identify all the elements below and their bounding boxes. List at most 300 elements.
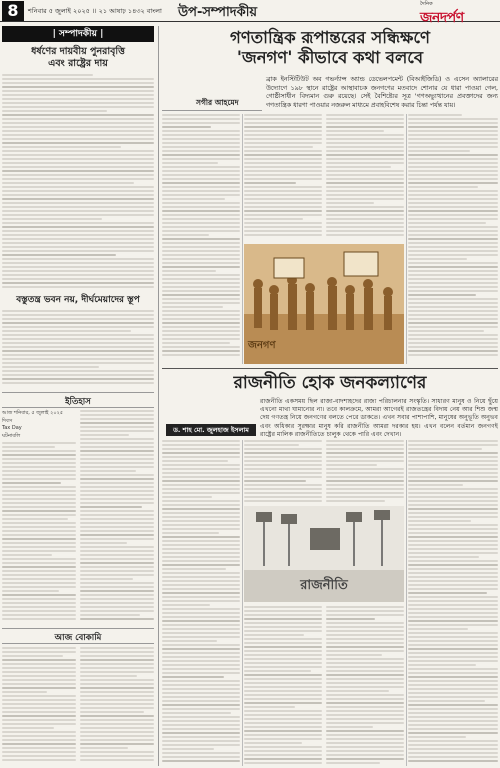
text-line: [2, 134, 154, 136]
text-line: [162, 254, 240, 256]
text-line: [162, 484, 240, 486]
section-title: উপ-সম্পাদকীয়: [178, 5, 258, 20]
text-line: [2, 166, 154, 168]
text-line: [408, 448, 482, 450]
text-line: [162, 310, 240, 312]
text-line: [162, 138, 240, 140]
text-line: [244, 464, 322, 466]
text-line: [80, 578, 133, 580]
text-line: [244, 706, 295, 708]
text-line: [408, 604, 498, 606]
text-line: [162, 548, 240, 550]
text-line: [2, 230, 154, 232]
text-line: [408, 262, 498, 264]
text-line: [408, 548, 498, 550]
text-line: [162, 668, 240, 670]
text-line: [162, 242, 240, 244]
text-line: [2, 602, 76, 604]
text-line: [244, 726, 322, 728]
text-line: [244, 194, 322, 196]
text-line: [326, 194, 404, 196]
text-line: [326, 626, 404, 628]
text-line: [2, 318, 154, 320]
text-line: [2, 118, 154, 120]
history-events: [2, 442, 76, 624]
text-line: [408, 178, 498, 180]
text-line: [80, 675, 137, 677]
text-line: [326, 646, 404, 648]
text-line: [408, 552, 498, 554]
text-line: [408, 142, 498, 144]
text-line: [162, 206, 240, 208]
text-line: [162, 716, 240, 718]
text-line: [244, 492, 322, 494]
text-line: [2, 614, 76, 616]
text-line: [162, 286, 240, 288]
text-line: [408, 452, 498, 454]
text-line: [244, 222, 322, 224]
text-line: [244, 762, 322, 764]
text-line: [80, 450, 154, 452]
text-line: [80, 598, 154, 600]
text-line: [162, 524, 240, 526]
text-line: [408, 210, 498, 212]
text-line: [244, 126, 322, 128]
text-line: [244, 178, 322, 180]
text-line: [2, 102, 154, 104]
text-line: [244, 614, 322, 616]
text-line: [162, 114, 240, 116]
text-line: [408, 298, 498, 300]
text-line: [244, 226, 322, 228]
text-line: [162, 238, 240, 240]
text-line: [408, 146, 498, 148]
text-line: [162, 516, 240, 518]
text-line: [2, 534, 76, 536]
text-line: [2, 502, 76, 504]
second-body-col2b: [244, 606, 322, 766]
text-line: [408, 278, 498, 280]
text-line: [162, 700, 240, 702]
text-line: [326, 694, 404, 696]
text-line: [408, 672, 498, 674]
text-line: [2, 731, 76, 733]
text-line: [408, 250, 498, 252]
text-line: [244, 742, 302, 744]
text-line: [80, 606, 154, 608]
text-line: [2, 74, 93, 76]
text-line: [2, 366, 99, 368]
text-line: [326, 738, 404, 740]
text-line: [162, 142, 240, 144]
text-line: [408, 544, 498, 546]
history-events-2: [80, 410, 154, 624]
text-line: [244, 500, 322, 502]
text-line: [2, 478, 76, 480]
text-line: [408, 310, 498, 312]
text-line: [162, 134, 240, 136]
text-line: [244, 154, 322, 156]
text-line: [2, 334, 154, 336]
text-line: [2, 582, 76, 584]
text-line: [80, 566, 154, 568]
text-line: [244, 440, 322, 442]
text-line: [2, 723, 76, 725]
text-line: [408, 628, 468, 630]
column-rule: [158, 26, 159, 766]
text-line: [326, 742, 404, 744]
text-line: [2, 110, 107, 112]
text-line: [162, 596, 240, 598]
text-line: [2, 578, 76, 580]
text-line: [162, 496, 212, 498]
text-line: [80, 454, 154, 456]
text-line: [2, 186, 154, 188]
text-line: [326, 206, 404, 208]
text-line: [2, 254, 116, 256]
text-line: [2, 510, 76, 512]
text-line: [162, 190, 240, 192]
text-line: [408, 440, 498, 442]
text-line: [244, 754, 322, 756]
text-line: [162, 632, 240, 634]
text-line: [2, 462, 76, 464]
text-line: [162, 178, 240, 180]
text-line: [408, 592, 487, 594]
text-line: [80, 526, 154, 528]
text-line: [244, 468, 322, 470]
second-author: ড. শাহ মো. জুলহাজ ইসলাম: [166, 424, 256, 436]
text-line: [408, 238, 498, 240]
text-line: [2, 322, 154, 324]
text-line: [162, 580, 240, 582]
text-line: [162, 210, 240, 212]
text-line: [244, 496, 322, 498]
text-line: [80, 458, 154, 460]
text-line: [162, 468, 240, 470]
text-line: [326, 440, 404, 442]
text-line: [162, 464, 240, 466]
text-line: [326, 214, 404, 216]
text-line: [408, 242, 498, 244]
text-line: [162, 202, 240, 204]
text-line: [162, 732, 240, 734]
text-line: [162, 118, 240, 120]
text-line: [244, 460, 322, 462]
text-line: [2, 170, 154, 172]
text-line: [80, 506, 142, 508]
text-line: [408, 528, 498, 530]
text-line: [244, 234, 322, 236]
text-line: [408, 114, 462, 116]
text-line: [2, 442, 76, 444]
text-line: [408, 218, 498, 220]
text-line: [2, 659, 76, 661]
text-line: [326, 126, 404, 128]
text-line: [162, 680, 240, 682]
text-line: [162, 652, 240, 654]
text-line: [408, 748, 498, 750]
text-line: [80, 422, 154, 424]
text-line: [244, 182, 296, 184]
text-line: [326, 484, 404, 486]
text-line: [80, 687, 154, 689]
text-line: [2, 594, 76, 596]
text-line: [2, 711, 76, 713]
text-line: [80, 759, 154, 761]
text-line: [2, 610, 76, 612]
text-line: [2, 194, 154, 196]
text-line: [326, 610, 404, 612]
text-line: [326, 150, 404, 152]
text-line: [162, 552, 240, 554]
text-line: [162, 290, 240, 292]
text-line: [2, 719, 76, 721]
text-line: [2, 667, 76, 669]
text-line: [80, 442, 154, 444]
text-line: [408, 174, 498, 176]
text-line: [162, 576, 240, 578]
section2-body-2: [80, 647, 154, 765]
text-line: [408, 254, 498, 256]
text-line: [80, 695, 154, 697]
text-line: [408, 270, 498, 272]
text-line: [408, 202, 498, 204]
text-line: [80, 482, 154, 484]
text-line: [80, 655, 154, 657]
text-line: [326, 230, 404, 232]
text-line: [326, 448, 404, 450]
text-line: [162, 692, 240, 694]
text-line: [408, 648, 498, 650]
text-line: [326, 638, 404, 640]
text-line: [326, 492, 404, 494]
text-line: [2, 258, 154, 260]
text-line: [408, 600, 498, 602]
text-line: [2, 446, 55, 448]
text-line: [80, 490, 154, 492]
text-line: [2, 382, 154, 384]
text-line: [80, 755, 154, 757]
text-line: [408, 704, 498, 706]
text-line: [2, 498, 76, 500]
text-line: [326, 186, 404, 188]
text-line: [408, 480, 498, 482]
text-line: [2, 206, 154, 208]
text-line: [408, 740, 498, 742]
text-line: [162, 756, 240, 758]
text-line: [244, 694, 322, 696]
text-line: [408, 572, 498, 574]
text-line: [408, 584, 498, 586]
main-body-col4: [408, 114, 498, 360]
text-line: [162, 532, 219, 534]
text-line: [2, 314, 154, 316]
text-line: [326, 158, 404, 160]
text-line: [244, 130, 322, 132]
text-line: [162, 130, 240, 132]
text-line: [326, 480, 404, 482]
text-line: [408, 668, 498, 670]
text-line: [408, 756, 498, 758]
text-line: [244, 230, 322, 232]
text-line: [162, 274, 240, 276]
text-line: [2, 554, 52, 556]
text-line: [326, 218, 404, 220]
editorial-body-2: [2, 310, 154, 388]
text-line: [326, 142, 404, 144]
text-line: [80, 470, 136, 472]
text-line: [2, 743, 76, 745]
text-line: [162, 584, 240, 586]
text-line: [408, 444, 498, 446]
text-line: [162, 270, 216, 272]
text-line: [408, 230, 498, 232]
text-line: [408, 636, 498, 638]
text-line: [408, 484, 463, 486]
text-line: [80, 430, 154, 432]
text-line: [408, 222, 486, 224]
text-line: [162, 688, 240, 690]
text-line: [244, 198, 322, 200]
text-line: [326, 162, 404, 164]
column-rule: [406, 440, 407, 766]
text-line: [162, 620, 240, 622]
text-line: [162, 440, 240, 442]
text-line: [244, 662, 322, 664]
text-line: [2, 362, 154, 364]
text-line: [244, 654, 322, 656]
text-line: [162, 604, 210, 606]
text-line: [2, 474, 76, 476]
text-line: [408, 306, 498, 308]
text-line: [80, 446, 154, 448]
text-line: [326, 118, 404, 120]
text-line: [162, 556, 240, 558]
text-line: [162, 648, 240, 650]
editorial-label: | সম্পাদকীয় |: [2, 26, 154, 42]
text-line: [408, 700, 485, 702]
text-line: [162, 520, 240, 522]
text-line: [80, 651, 154, 653]
text-line: [2, 130, 154, 132]
text-line: [408, 476, 498, 478]
text-line: [244, 634, 304, 636]
text-line: [408, 732, 498, 734]
text-line: [408, 512, 498, 514]
text-line: [2, 458, 76, 460]
text-line: [2, 190, 154, 192]
text-line: [408, 226, 498, 228]
text-line: [326, 634, 404, 636]
text-line: [2, 574, 76, 576]
text-line: [408, 122, 498, 124]
text-line: [2, 114, 154, 116]
text-line: [80, 478, 154, 480]
text-line: [80, 715, 154, 717]
text-line: [408, 488, 498, 490]
text-line: [162, 624, 240, 626]
editorial-body: [2, 74, 154, 290]
text-line: [2, 282, 154, 284]
text-line: [326, 746, 404, 748]
text-line: [162, 536, 240, 538]
text-line: [162, 572, 240, 574]
text-line: [326, 658, 404, 660]
text-line: [80, 554, 154, 556]
text-line: [326, 666, 404, 668]
second-headline: রাজনীতি হোক জনকল্যাণের: [233, 373, 427, 393]
text-line: [326, 690, 389, 692]
text-line: [244, 658, 322, 660]
text-line: [408, 676, 498, 678]
text-line: [244, 146, 313, 148]
text-line: [2, 647, 76, 649]
main-author: সগীর আহমেদ: [196, 98, 239, 107]
text-line: [162, 720, 240, 722]
text-line: [2, 550, 76, 552]
text-line: [162, 298, 240, 300]
text-line: [244, 622, 322, 624]
text-line: [2, 246, 154, 248]
text-line: [2, 538, 76, 540]
text-line: [80, 711, 144, 713]
text-line: [162, 122, 240, 124]
text-line: [326, 146, 404, 148]
text-line: [326, 500, 385, 502]
page-number: 8: [2, 1, 24, 21]
text-line: [80, 514, 154, 516]
text-line: [2, 262, 154, 264]
text-line: [408, 314, 498, 316]
text-line: [80, 671, 154, 673]
text-line: [408, 760, 498, 762]
text-line: [2, 94, 154, 96]
text-line: [2, 250, 154, 252]
text-line: [2, 90, 154, 92]
text-line: [326, 472, 404, 474]
text-line: [162, 592, 240, 594]
text-line: [2, 226, 154, 228]
text-line: [162, 600, 240, 602]
text-line: [2, 566, 76, 568]
text-line: [80, 518, 154, 520]
text-line: [2, 138, 154, 140]
text-line: [244, 170, 322, 172]
text-line: [80, 735, 154, 737]
divider: [2, 643, 154, 644]
text-line: [162, 448, 240, 450]
text-line: [80, 546, 154, 548]
text-line: [244, 746, 322, 748]
text-line: [162, 170, 240, 172]
text-line: [80, 530, 154, 532]
text-line: [408, 290, 498, 292]
text-line: [2, 703, 76, 705]
text-line: [244, 646, 322, 648]
text-line: [408, 644, 498, 646]
text-line: [2, 278, 154, 280]
text-line: [80, 679, 154, 681]
text-line: [408, 134, 498, 136]
text-line: [244, 158, 322, 160]
text-line: [2, 606, 76, 608]
text-line: [80, 414, 154, 416]
text-line: [408, 282, 498, 284]
text-line: [244, 710, 322, 712]
text-line: [162, 186, 240, 188]
text-line: [244, 682, 322, 684]
